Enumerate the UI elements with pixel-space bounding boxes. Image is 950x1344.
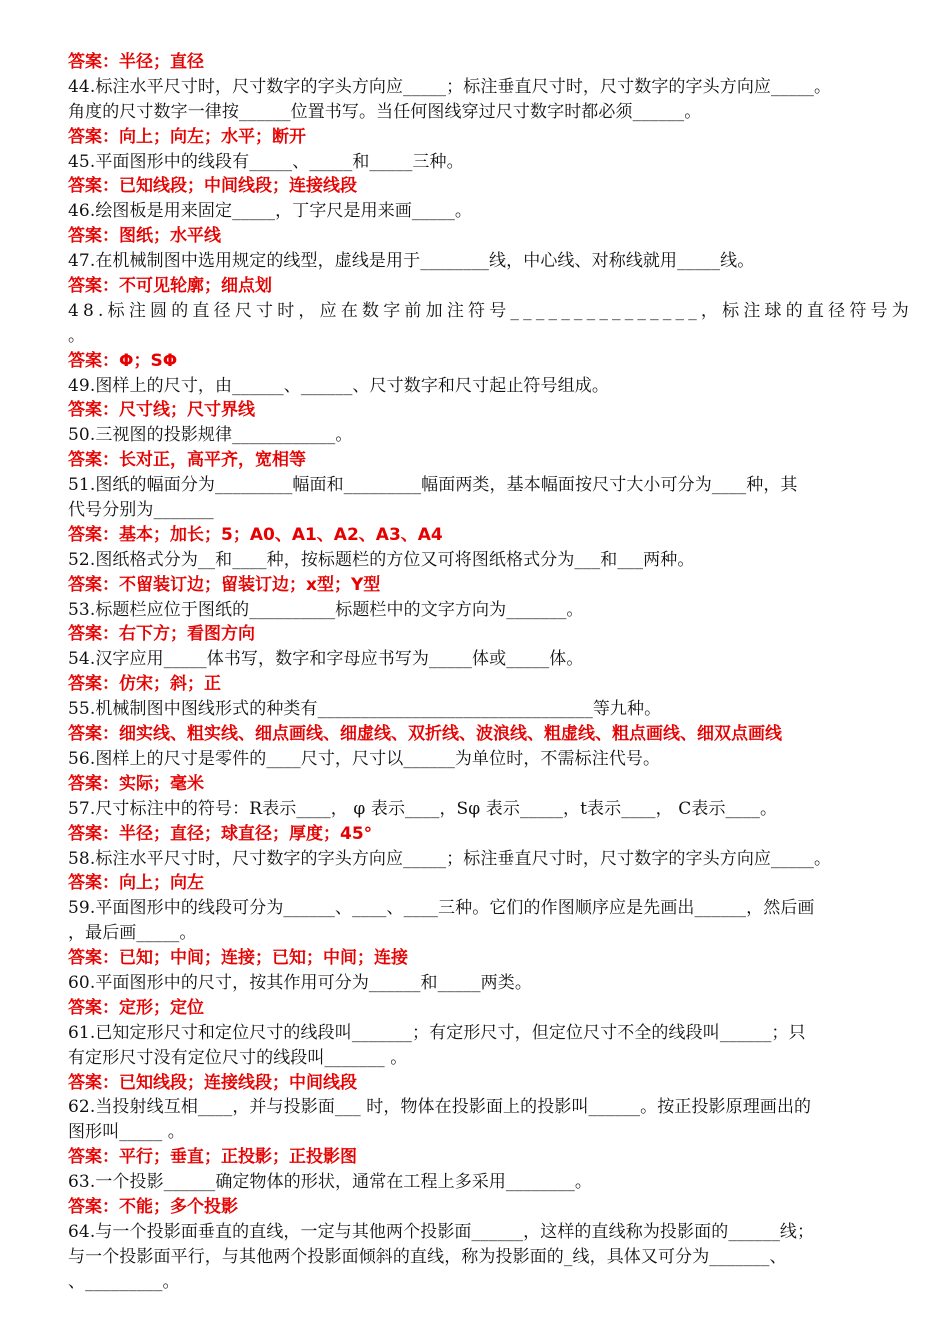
- answer-line: 答案：不可见轮廓；细点划: [68, 276, 272, 297]
- question-line: 59.平面图形中的线段可分为______、____、____三种。它们的作图顺序应是先画出______，然后画: [68, 898, 815, 919]
- question-line: 角度的尺寸数字一律按______位置书写。当任何图线穿过尺寸数字时都必须______。: [68, 101, 702, 122]
- answer-line: 答案：半径；直径；球直径；厚度；45°: [68, 823, 373, 844]
- question-line: 有定形尺寸没有定位尺寸的线段叫_______ 。: [68, 1047, 408, 1068]
- question-line: 64.与一个投影面垂直的直线，一定与其他两个投影面______，这样的直线称为投影面的______线；: [68, 1221, 815, 1242]
- question-line: 。: [68, 325, 86, 346]
- question-line: 47.在机械制图中选用规定的线型，虚线是用于________线，中心线、对称线就用_____线。: [68, 251, 755, 272]
- question-line: 、_________。: [68, 1271, 180, 1292]
- answer-line: 答案：已知线段；连接线段；中间线段: [68, 1072, 357, 1093]
- question-line: 57.尺寸标注中的符号：R表示____， φ 表示____，Sφ 表示_____，t表示____， C表示____。: [68, 798, 778, 819]
- question-line: 53.标题栏应位于图纸的__________标题栏中的文字方向为_______。: [68, 599, 584, 620]
- answer-line: 答案：实际；毫米: [68, 773, 204, 794]
- answer-line: 答案：半径；直径: [68, 52, 204, 72]
- question-line: 55.机械制图中图线形式的种类有________________________________等九种。: [68, 699, 662, 720]
- answer-line: 答案：细实线、粗实线、细点画线、细虚线、双折线、波浪线、粗虚线、粗点画线、细双点画线: [68, 724, 782, 745]
- answer-line: 答案：Φ；SΦ: [68, 350, 178, 371]
- answer-line: 答案：向上；向左；水平；断开: [68, 126, 306, 147]
- answer-line: 答案：长对正，高平齐，宽相等: [68, 450, 306, 471]
- answer-line: 答案：已知；中间；连接；已知；中间；连接: [68, 948, 408, 969]
- question-line: 56.图样上的尺寸是零件的____尺寸，尺寸以______为单位时，不需标注代号。: [68, 748, 661, 769]
- question-line: 51.图纸的幅面分为_________幅面和_________幅面两类，基本幅面按尺寸大小可分为____种，其: [68, 475, 798, 496]
- answer-line: 答案：向上；向左: [68, 873, 204, 894]
- question-line: 60.平面图形中的尺寸，按其作用可分为______和_____两类。: [68, 972, 532, 993]
- question-line: 50.三视图的投影规律____________。: [68, 425, 353, 446]
- question-line: 63.一个投影______确定物体的形状，通常在工程上多采用________。: [68, 1172, 592, 1193]
- question-line: 代号分别为_______: [68, 500, 214, 521]
- question-line: 49.图样上的尺寸，由______、______、尺寸数字和尺寸起止符号组成。: [68, 375, 609, 396]
- answer-line: 答案：平行；垂直；正投影；正投影图: [68, 1147, 357, 1168]
- question-line: 58.标注水平尺寸时，尺寸数字的字头方向应_____；标注垂直尺寸时，尺寸数字的字头方向应_____。: [68, 848, 832, 869]
- question-line: 62.当投射线互相____，并与投影面___ 时，物体在投影面上的投影叫______。按正投影原理画出的: [68, 1097, 812, 1118]
- question-line: 52.图纸格式分为__和____种，按标题栏的方位又可将图纸格式分为___和___两种。: [68, 549, 695, 570]
- answer-line: 答案：仿宋；斜；正: [68, 674, 221, 695]
- answer-line: 答案：不能；多个投影: [68, 1196, 238, 1217]
- answer-line: 答案：已知线段；中间线段；连接线段: [68, 176, 357, 197]
- question-line: 46.绘图板是用来固定_____，丁字尺是用来画_____。: [68, 201, 473, 222]
- question-line: ，最后画_____。: [68, 923, 197, 944]
- answer-line: 答案：基本；加长；5；A0、A1、A2、A3、A4: [68, 524, 443, 545]
- question-line: 44.标注水平尺寸时，尺寸数字的字头方向应_____；标注垂直尺寸时，尺寸数字的字头方向应_____。: [68, 76, 832, 97]
- question-line: 45.平面图形中的线段有_____、_____和_____三种。: [68, 151, 464, 172]
- answer-line: 答案：不留装订边；留装订边；x型；Y型: [68, 574, 381, 595]
- question-line: 图形叫_____ 。: [68, 1122, 185, 1143]
- question-line: 与一个投影面平行，与其他两个投影面倾斜的直线，称为投影面的_线，具体又可分为_______、: [68, 1246, 787, 1267]
- question-line: 54.汉字应用_____体书写，数字和字母应书写为_____体或_____体。: [68, 649, 584, 670]
- question-line: 61.已知定形尺寸和定位尺寸的线段叫_______；有定形尺寸，但定位尺寸不全的线段叫______；只: [68, 1022, 806, 1043]
- answer-line: 答案：定形；定位: [68, 997, 204, 1018]
- answer-line: 答案：右下方；看图方向: [68, 624, 255, 645]
- document-body: [68, 50, 913, 1295]
- question-line: 48.标注圆的直径尺寸时，应在数字前加注符号_______________，标注球的直径符号为: [68, 300, 913, 321]
- answer-line: 答案：图纸；水平线: [68, 226, 221, 247]
- answer-line: 答案：尺寸线；尺寸界线: [68, 400, 255, 421]
